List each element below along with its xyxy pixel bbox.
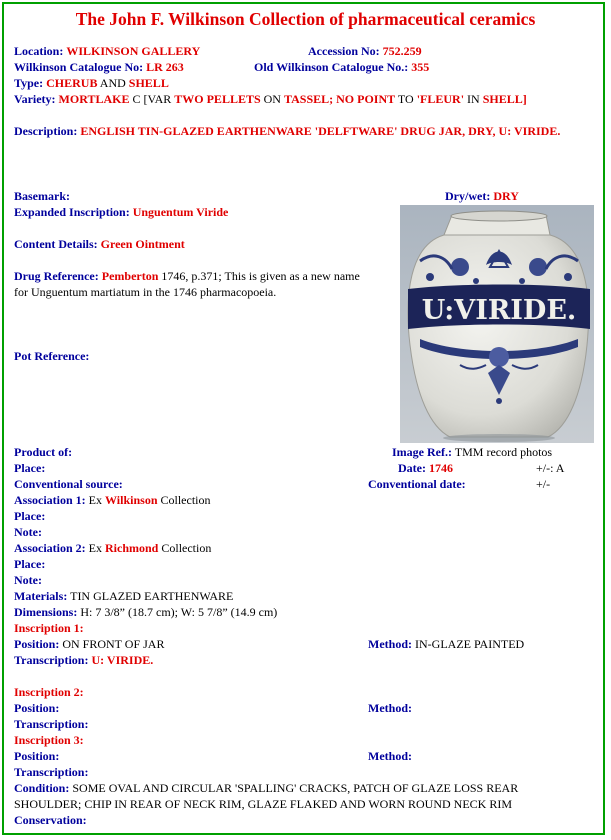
note-row-1 bbox=[14, 524, 42, 540]
transcription-row-2 bbox=[14, 716, 88, 732]
type-value-1: CHERUB bbox=[46, 76, 98, 90]
condition-value-line-2: SHOULDER; CHIP IN REAR OF NECK RIM, GLAZE FLAKED AND WORN ROUND NECK RIM bbox=[14, 797, 513, 811]
note-row-2 bbox=[14, 572, 42, 588]
position-row-1 bbox=[14, 636, 164, 652]
content-details-row bbox=[14, 236, 185, 252]
variety-part-2: C [VAR bbox=[132, 92, 172, 106]
drywet-row bbox=[445, 188, 519, 204]
method-row-3 bbox=[368, 748, 412, 764]
method-label-1: Method: bbox=[368, 637, 412, 651]
location-label: Location: bbox=[14, 44, 64, 58]
association-2-name: Richmond bbox=[105, 541, 159, 555]
plusminus-value-1: A bbox=[555, 461, 565, 475]
inscription-1-heading bbox=[14, 620, 84, 636]
method-row-1 bbox=[368, 636, 524, 652]
transcription-row-3 bbox=[14, 764, 88, 780]
variety-part-3: TWO PELLETS bbox=[174, 92, 261, 106]
transcription-label-3: Transcription: bbox=[14, 765, 89, 779]
drug-reference-text: 1746, p.371; This is given as a new name bbox=[161, 269, 360, 283]
conventional-date-label: Conventional date: bbox=[368, 477, 466, 491]
content-details-label: Content Details: bbox=[14, 237, 98, 251]
page-title: The John F. Wilkinson Collection of pharmaceutical ceramics bbox=[75, 9, 536, 29]
drug-reference-continued: for Unguentum martiatum in the 1746 pharmacopoeia. bbox=[14, 285, 277, 299]
product-of-row bbox=[14, 444, 72, 460]
association-2-row bbox=[14, 540, 211, 556]
condition-label: Condition: bbox=[14, 781, 70, 795]
place-label-3: Place: bbox=[14, 557, 46, 571]
date-label: Date: bbox=[398, 461, 426, 475]
accession-row bbox=[308, 43, 422, 59]
drug-jar-photo bbox=[400, 205, 594, 443]
place-label-1: Place: bbox=[14, 461, 46, 475]
position-row-2 bbox=[14, 700, 59, 716]
basemark-row bbox=[14, 188, 70, 204]
old-wilkinson-catalogue-row bbox=[254, 59, 429, 75]
expanded-inscription-row bbox=[14, 204, 228, 220]
dimensions-label: Dimensions: bbox=[14, 605, 78, 619]
inscription-1-label: Inscription 1: bbox=[14, 621, 84, 635]
materials-row bbox=[14, 588, 233, 604]
variety-part-9: SHELL] bbox=[482, 92, 527, 106]
materials-label: Materials: bbox=[14, 589, 68, 603]
association-2-post: Collection bbox=[161, 541, 212, 555]
description-value: ENGLISH TIN-GLAZED EARTHENWARE 'DELFTWARE' DRUG JAR, DRY, U: VIRIDE. bbox=[80, 124, 561, 138]
variety-part-1: MORTLAKE bbox=[58, 92, 130, 106]
association-1-name: Wilkinson bbox=[105, 493, 158, 507]
association-2-label: Association 2: bbox=[14, 541, 86, 555]
plusminus-label-2: +/- bbox=[536, 477, 551, 491]
dimensions-value: H: 7 3/8” (18.7 cm); W: 5 7/8” (14.9 cm) bbox=[80, 605, 278, 619]
conservation-row bbox=[14, 812, 87, 828]
inscription-3-heading bbox=[14, 732, 84, 748]
transcription-value-1: U: VIRIDE. bbox=[91, 653, 154, 667]
wilkinson-catalogue-row bbox=[14, 59, 184, 75]
note-label-2: Note: bbox=[14, 573, 42, 587]
place-label-2: Place: bbox=[14, 509, 46, 523]
inscription-2-label: Inscription 2: bbox=[14, 685, 84, 699]
accession-value: 752.259 bbox=[382, 44, 422, 58]
variety-part-5: TASSEL; NO POINT bbox=[283, 92, 396, 106]
place-row-3 bbox=[14, 556, 45, 572]
position-value-1: ON FRONT OF JAR bbox=[62, 637, 165, 651]
pot-reference-row bbox=[14, 348, 89, 364]
transcription-label-2: Transcription: bbox=[14, 717, 89, 731]
drug-jar-illustration bbox=[400, 205, 594, 443]
note-label-1: Note: bbox=[14, 525, 42, 539]
position-label-2: Position: bbox=[14, 701, 60, 715]
location-row bbox=[14, 43, 200, 59]
product-of-label: Product of: bbox=[14, 445, 73, 459]
wilkinson-catalogue-value: LR 263 bbox=[146, 60, 184, 74]
association-1-post: Collection bbox=[160, 493, 211, 507]
transcription-label-1: Transcription: bbox=[14, 653, 89, 667]
condition-value-line-1: SOME OVAL AND CIRCULAR 'SPALLING' CRACKS, PATCH OF GLAZE LOSS REAR bbox=[72, 781, 519, 795]
association-1-row bbox=[14, 492, 211, 508]
description-label: Description: bbox=[14, 124, 78, 138]
variety-row bbox=[14, 91, 527, 107]
plusminus-row-2 bbox=[536, 476, 550, 492]
plusminus-label-1: +/-: bbox=[536, 461, 554, 475]
variety-part-8: IN bbox=[467, 92, 480, 106]
position-label-1: Position: bbox=[14, 637, 60, 651]
expanded-inscription-value: Unguentum Viride bbox=[132, 205, 229, 219]
type-label: Type: bbox=[14, 76, 44, 90]
conventional-source-row bbox=[14, 476, 123, 492]
place-row-2 bbox=[14, 508, 45, 524]
method-label-2: Method: bbox=[368, 701, 412, 715]
dimensions-row bbox=[14, 604, 277, 620]
method-row-2 bbox=[368, 700, 412, 716]
method-value-1: IN-GLAZE PAINTED bbox=[415, 637, 525, 651]
expanded-inscription-label: Expanded Inscription: bbox=[14, 205, 130, 219]
association-1-pre: Ex bbox=[88, 493, 103, 507]
type-and: AND bbox=[99, 76, 126, 90]
drug-reference-name: Pemberton bbox=[101, 269, 159, 283]
variety-part-6: TO bbox=[397, 92, 414, 106]
drywet-label: Dry/wet: bbox=[445, 189, 491, 203]
inscription-3-label: Inscription 3: bbox=[14, 733, 84, 747]
association-2-pre: Ex bbox=[88, 541, 103, 555]
wilkinson-catalogue-label: Wilkinson Catalogue No: bbox=[14, 60, 144, 74]
conventional-date-row bbox=[368, 476, 466, 492]
variety-part-4: ON bbox=[263, 92, 281, 106]
pot-reference-label: Pot Reference: bbox=[14, 349, 90, 363]
conventional-source-label: Conventional source: bbox=[14, 477, 123, 491]
image-ref-row bbox=[392, 444, 552, 460]
place-row-1 bbox=[14, 460, 45, 476]
variety-part-7: 'FLEUR' bbox=[416, 92, 465, 106]
old-wilkinson-catalogue-value: 355 bbox=[411, 60, 430, 74]
drug-reference-row bbox=[14, 268, 360, 284]
content-details-value: Green Ointment bbox=[100, 237, 185, 251]
type-row bbox=[14, 75, 169, 91]
date-value: 1746 bbox=[428, 461, 453, 475]
location-value: WILKINSON GALLERY bbox=[66, 44, 201, 58]
position-label-3: Position: bbox=[14, 749, 60, 763]
association-1-label: Association 1: bbox=[14, 493, 86, 507]
drug-reference-label: Drug Reference: bbox=[14, 269, 99, 283]
transcription-row-1 bbox=[14, 652, 153, 668]
drywet-value: DRY bbox=[493, 189, 519, 203]
method-label-3: Method: bbox=[368, 749, 412, 763]
inscription-2-heading bbox=[14, 684, 84, 700]
condition-row bbox=[14, 780, 518, 796]
accession-label: Accession No: bbox=[308, 44, 380, 58]
description-row bbox=[14, 123, 560, 139]
image-ref-label: Image Ref.: bbox=[392, 445, 452, 459]
date-row bbox=[398, 460, 453, 476]
conservation-label: Conservation: bbox=[14, 813, 87, 827]
jar-inscription-text: U:VIRIDE. bbox=[421, 295, 577, 326]
variety-label: Variety: bbox=[14, 92, 56, 106]
old-wilkinson-catalogue-label: Old Wilkinson Catalogue No.: bbox=[254, 60, 409, 74]
position-row-3 bbox=[14, 748, 59, 764]
plusminus-row-1 bbox=[536, 460, 564, 476]
image-ref-value: TMM record photos bbox=[454, 445, 553, 459]
materials-value: TIN GLAZED EARTHENWARE bbox=[70, 589, 234, 603]
type-value-2: SHELL bbox=[128, 76, 169, 90]
basemark-label: Basemark: bbox=[14, 189, 70, 203]
